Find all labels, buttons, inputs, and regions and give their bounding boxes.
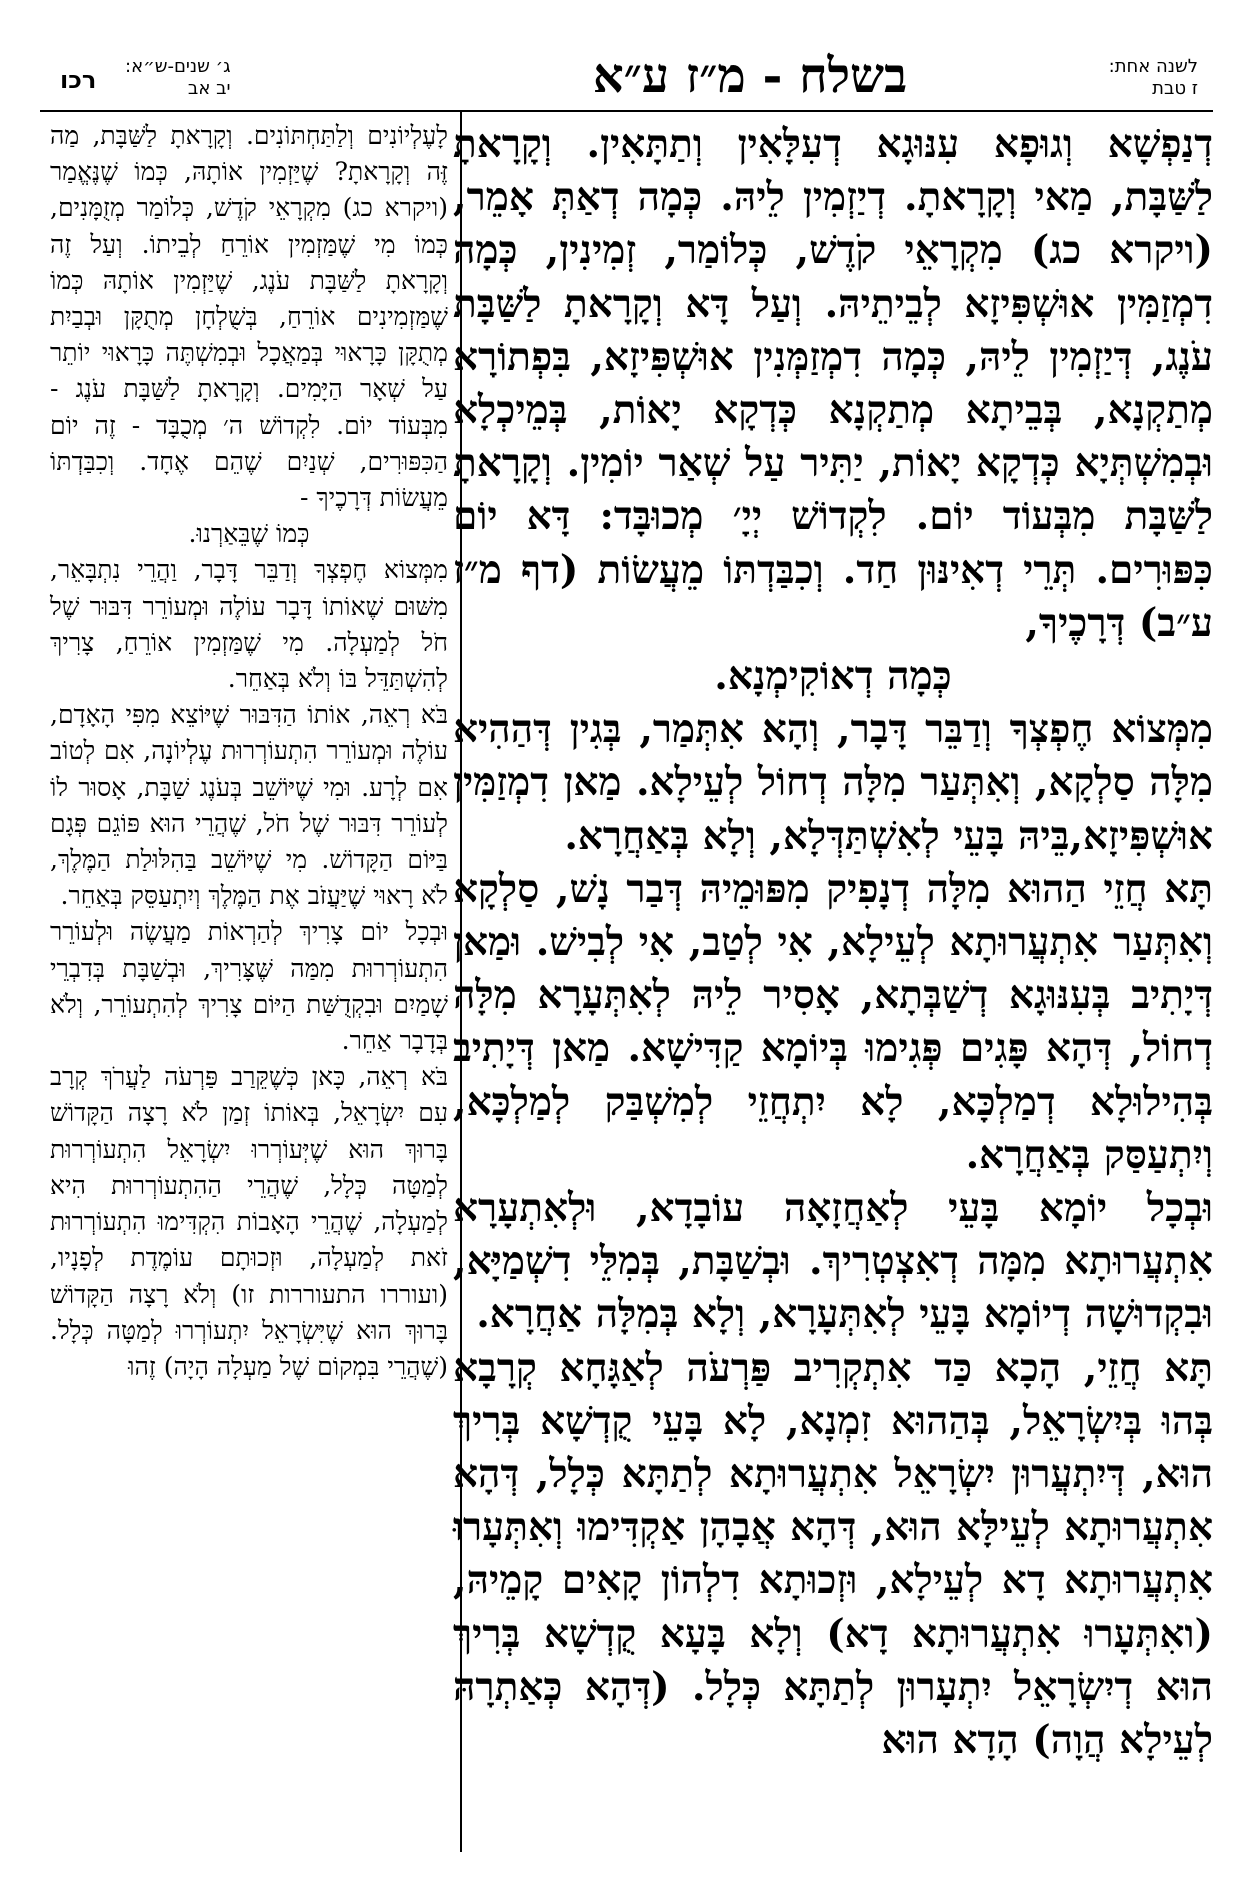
main-paragraph: תָּא חֲזֵי, הָכָא כַּד אִתְקְרִיב פַּרְעֹה לְאַגָּחָא קְרָבָא בְּהוּ בְּיִשְׂרָאֵל, בְּהַהוּא זִמְנָא, לָא בָּעֵי קֻדְשָׁא בְּרִיךְ הוּא, דְּיִתְעֲרוּן יִשְׂרָאֵל אִתְעֲרוּתָא לְתַתָּא כְּלָל, דְּהָא אִתְעֲרוּתָא לְעֵילָּא הוּא, דְּהָא אֲבָהָן אַקְדִּימוּ וְאִתְּעָרוּ אִתְעֲרוּתָא דָא לְעֵילָא, וּזְכוּתָא דִלְהוֹן קָאִים קָמֵיהּ, (ואִתְּעָרוּ אִתְעֲרוּתָא דָא) וְלָא בָּעָא קֻדְשָׁא בְּרִיךְ הוּא דְיִשְׂרָאֵל יִתְעָרוּן לְתַתָּא כְּלָל. (דְּהָא כְּאַתְרָהּ לְעֵילָא הֲוָה) הָדָא הוּא <box>453 1344 1213 1764</box>
schedule-one-year-date: ז טבת <box>1152 78 1198 99</box>
main-paragraph: דְנַפְשָׁא וְגוּפָא עִנּוּגָא דְעִלָּאִין וְתַתָּאִין. וְקָרָאתָ לַשַּׁבָּת, מַאי וְקָרָאתָ. דְיַזְמִין לֵיהּ. כְּמָה דְאַתְּ אָמֵר, (ויקרא כג) מִקְרָאֵי קֹדֶשׁ, כְּלוֹמַר, זְמִינִין, כְּמָה דִמְזַמִּין אוּשְׁפִּיזָא לְבֵיתֵיהּ. וְעַל דָּא וְקָרָאתָ לַשַּׁבָּת עֹנֶג, דְּיַזְמִין לֵיהּ, כְּמָה דִמְזַמְּנִין אוּשְׁפִּיזָא, בִּפְתוֹרָא מְתַקְנָא, בְּבֵיתָא מְתַקְנָא כְּדְקָא יָאוֹת, בְּמֵיכְלָא וּבְמִשְׁתְּיָא כְּדְקָא יָאוֹת, יַתִּיר עַל שְׁאַר יוֹמִין. וְקָרָאתָ לַשַּׁבָּת מִבְּעוֹד יוֹם. לִקְדוֹשׁ יְיָ׳ מְכוּבָּד: דָּא יוֹם כִּפּוּרִים. תְּרֵי דְאִינּוּן חַד. וְכִבַּדְתּוֹ מֵעֲשׂוֹת (דף מ״ז ע״ב) דְּרָכֶיךָ, <box>453 121 1213 646</box>
main-paragraph: כְּמָה דְאוֹקִימְנָא. <box>714 653 952 700</box>
main-column-aramaic <box>453 118 1213 1767</box>
page-number: רכו <box>60 66 97 94</box>
study-schedule-one-year <box>1109 56 1198 100</box>
header-rule <box>40 110 1213 112</box>
side-paragraph: בֹּא רְאֵה, כָּאן כְּשֶׁקֵּרַב פַּרְעֹה לַעֲרֹךְ קְרָב עִם יִשְׂרָאֵל, בְּאוֹתוֹ זְמַן לֹא רָצָה הַקָּדוֹשׁ בָּרוּךְ הוּא שֶׁיְּעוֹרְרוּ יִשְׂרָאֵל הִתְעוֹרְרוּת לְמַטָּה כְּלָל, שֶׁהֲרֵי הַהִתְעוֹרְרוּת הִיא לְמַעְלָה, שֶׁהֲרֵי הָאָבוֹת הִקְדִּימוּ הִתְעוֹרְרוּת זֹאת לְמַעְלָה, וּזְכוּתָם עוֹמֶדֶת לְפָנָיו, (ועוררו התעוררות זו) וְלֹא רָצָה הַקָּדוֹשׁ בָּרוּךְ הוּא שֶׁיִּשְׂרָאֵל יִתְעוֹרְרוּ לְמַטָּה כְּלָל. (שֶׁהֲרֵי בִּמְקוֹם שֶׁל מַעְלָה הָיָה) זֶהוּ <box>50 1062 448 1381</box>
side-paragraph: לָעֶלְיוֹנִים וְלַתַּחְתּוֹנִים. וְקָרָאתָ לַשַּׁבָּת, מַה זֶּה וְקָרָאתָ? שֶׁיַּזְמִין אוֹתָהּ, כְּמוֹ שֶׁנֶּאֱמַר (ויקרא כג) מִקְרָאֵי קֹדֶשׁ, כְּלוֹמַר מְזֻמָּנִים, כְּמוֹ מִי שֶׁמַּזְמִין אוֹרֵחַ לְבֵיתוֹ. וְעַל זֶה וְקָרָאתָ לַשַּׁבָּת עֹנֶג, שֶׁיַּזְמִין אוֹתָהּ כְּמוֹ שֶׁמַּזְמִינִים אוֹרֵחַ, בְּשֻׁלְחָן מְתֻקָּן וּבְבַיִת מְתֻקָּן כָּרָאוּי בְּמַאֲכָל וּבְמִשְׁתֶּה כָּרָאוּי יוֹתֵר עַל שְׁאָר הַיָּמִים. וְקָרָאתָ לַשַּׁבָּת עֹנֶג - מִבְּעוֹד יוֹם. לִקְדוֹשׁ ה׳ מְכֻבָּד - זֶה יוֹם הַכִּפּוּרִים, שְׁנַיִם שֶׁהֵם אֶחָד. וְכִבַּדְתּוֹ מֵעֲשׂוֹת דְּרָכֶיךָ - <box>50 121 448 513</box>
side-paragraph: וּבְכָל יוֹם צָרִיךְ לְהַרְאוֹת מַעֲשֶׂה וּלְעוֹרֵר הִתְעוֹרְרוּת מִמַּה שֶּׁצָּרִיךְ, וּבְשַׁבָּת בְּדִבְרֵי שָׁמַיִם וּבִקְדֻשַּׁת הַיּוֹם צָרִיךְ לְהִתְעוֹרֵר, וְלֹא בְּדָבָר אַחֵר. <box>50 917 448 1056</box>
schedule-three-years-label: ג׳ שנים-ש״א: <box>125 56 231 77</box>
study-schedule-three-years <box>125 56 231 100</box>
side-paragraph: כְּמוֹ שֶׁבֵּאַרְנוּ. <box>188 519 310 549</box>
schedule-one-year-label: לשנה אחת: <box>1108 56 1198 77</box>
side-paragraph: בֹּא רְאֵה, אוֹתוֹ הַדִּבּוּר שֶׁיּוֹצֵא מִפִּי הָאָדָם, עוֹלֶה וּמְעוֹרֵר הִתְעוֹרְרוּת עֶלְיוֹנָה, אִם לְטוֹב אִם לְרָע. וּמִי שֶׁיּוֹשֵׁב בְּעֹנֶג שַׁבָּת, אָסוּר לוֹ לְעוֹרֵר דִּבּוּר שֶׁל חֹל, שֶׁהֲרֵי הוּא פּוֹגֵם פְּגָם בַּיּוֹם הַקָּדוֹשׁ. מִי שֶׁיּוֹשֵׁב בַּהִלּוּלַת הַמֶּלֶךְ, לֹא רָאוּי שֶׁיַּעֲזֹב אֶת הַמֶּלֶךְ וְיִתְעַסֵּק בְּאַחֵר. <box>50 700 448 911</box>
side-paragraph: מִמְּצוֹא חֶפְצְךָ וְדַבֵּר דָּבָר, וַהֲרֵי נִתְבָּאֵר, מִשּׁוּם שֶׁאוֹתוֹ דָּבָר עוֹלֶה וּמְעוֹרֵר דִּבּוּר שֶׁל חֹל לְמַעְלָה. מִי שֶׁמַּזְמִין אוֹרֵחַ, צָרִיךְ לְהִשְׁתַּדֵּל בּוֹ וְלֹא בְּאַחֵר. <box>50 555 448 694</box>
side-column-hebrew-translation <box>50 118 448 1385</box>
page-header <box>40 48 1213 110</box>
page-title: בשלח - מ״ז ע״א <box>592 48 908 104</box>
main-paragraph: תָּא חֲזֵי הַהוּא מִלָּה דְנָפִיק מִפּוּמֵיהּ דְּבַר נָשׁ, סַלְקָא וְאִתְּעַר אִתְעֲרוּתָא לְעֵילָא, אִי לְטַב, אִי לְבִישׁ. וּמַאן דְּיָתִיב בְּעִנּוּגָא דְשַׁבְּתָא, אָסִיר לֵיהּ לְאִתְּעָרָא מִלָּה דְחוֹל, דְּהָא פָּגִים פְּגִימוּ בְּיוֹמָא קַדִּישָׁא. מַאן דְּיָתִיב בְּהִילוּלָא דְמַלְכָּא, לָא יִתְחֲזֵי לְמִשְׁבַּק לְמַלְכָּא, וְיִתְעַסַּק בְּאַחֲרָא. <box>453 865 1213 1178</box>
main-paragraph: מִמְּצוֹא חֶפְצְךָ וְדַבֵּר דָּבָר, וְהָא אִתְּמַר, בְּגִין דְּהַהִיא מִלָּה סַלְקָא, וְאִתְּעַר מִלָּה דְחוֹל לְעֵילָא. מַאן דִמְזַמִּין אוּשְׁפִּיזָא,בֵּיהּ בָּעֵי לְאִשְׁתַּדְּלָא, וְלָא בְּאַחֲרָא. <box>453 706 1213 859</box>
main-paragraph: וּבְכָל יוֹמָא בָּעֵי לְאַחֲזָאָה עוֹבָדָא, וּלְאִתְעָרָא אִתְעֲרוּתָא מִמָּה דְאִצְטְרִיךְ. וּבְשַׁבָּת, בְּמִלֵּי דִשְׁמַיָּא, וּבִקְדוּשָׁה דְיוֹמָא בָּעֵי לְאִתְּעָרָא, וְלָא בְּמִלָּה אַחֲרָא. <box>453 1185 1213 1338</box>
schedule-three-years-date: יב אב <box>187 78 231 99</box>
